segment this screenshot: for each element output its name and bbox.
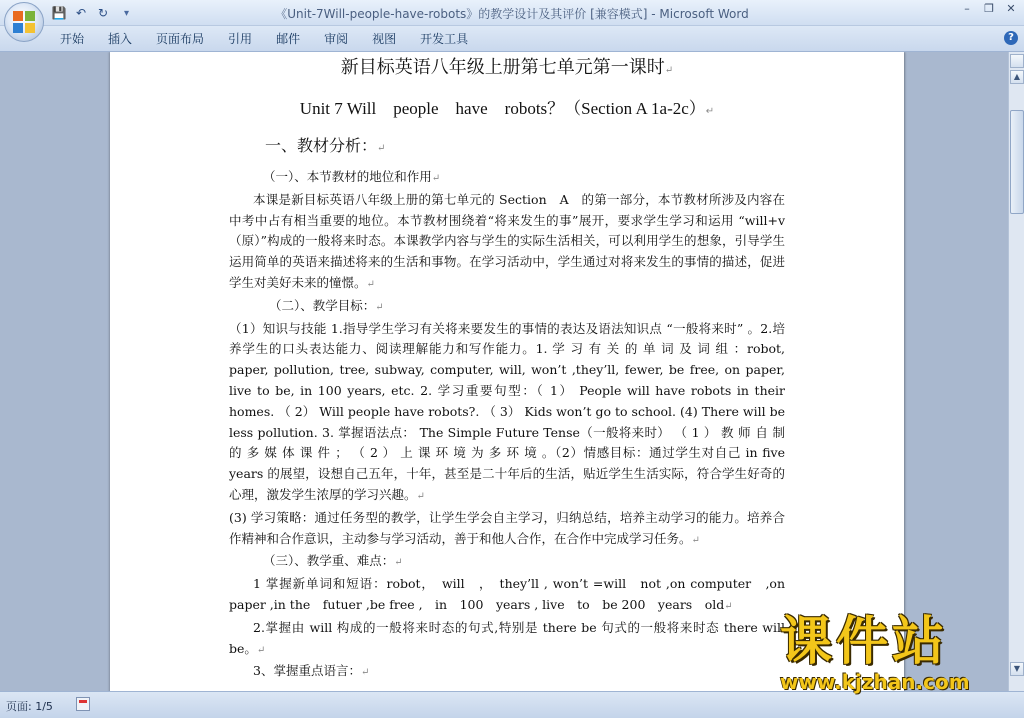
paragraph: 1 掌握新单词和短语：robot， will ， they’ll , won’t =will not ,on computer ,on paper ,in the futuer ,be free , in 100 years , live to be 200 years old↵ — [229, 576, 785, 612]
proofing-icon[interactable] — [76, 697, 90, 711]
paragraph: （1）知识与技能 1.指导学生学习有关将来要发生的事情的表达及语法知识点 “一般将来时” 。2.培养学生的口头表达能力、阅读理解能力和写作能力。1. 学 习 有 关 的 单 词 及 词 组 ：robot, paper, pollution, tree, subway, computer, will, won’t ,they’ll, fewer, be free, on paper, live to be, in 100 years, etc. 2. 学习重要句型：（ 1） People will have robots in their homes. （ 2） Will people have robots?. （ 3） Kids won’t go to school. (4) There will be less pollution. 3. 掌握语法点： The Simple Future Tense（一般将来时） （ 1 ） 教 师 自 制 的 多 媒 体 课 件 ； （ 2 ） 上 课 环 境 为 多 环 境 。（2）情感目标：通过学生对自己 in five years 的展望，设想自己五年，十年，甚至是二十年后的生活，贴近学生生活实际，符合学生好奇的心理，激发学生浓厚的学习兴趣。↵ — [229, 320, 785, 502]
paragraph: （一）、本节教材的地位和作用↵ — [263, 169, 441, 184]
help-icon[interactable]: ? — [1004, 31, 1018, 45]
tab-mailings[interactable]: 邮件 — [276, 32, 301, 46]
tab-review[interactable]: 审阅 — [324, 32, 349, 46]
office-button[interactable] — [4, 2, 44, 42]
watermark-text: 课件站 — [780, 612, 949, 672]
tab-developer[interactable]: 开发工具 — [420, 32, 469, 46]
customize-toolbar-icon[interactable]: ▾ — [124, 7, 130, 19]
redo-icon[interactable]: ↻ — [97, 6, 109, 20]
tab-references[interactable]: 引用 — [228, 32, 253, 46]
page-count[interactable]: 页面: 1/5 — [6, 700, 53, 713]
ribbon-tabs — [48, 31, 480, 47]
paragraph: 本课是新目标英语八年级上册的第七单元的 Section A 的第一部分，本节教材所涉及内容在中考中占有相当重要的地位。本节教材围绕着“将来发生的事”展开，要求学生学习和运用 “will+v（原）”构成的一般将来时态。本课教学内容与学生的实际生活相关，可以利用学生的想象，引导学生运用简单的英语来描述将来的生活和事物。在学习活动中，学生通过对将来发生的事情的描述，促进学生对美好未来的憧憬。↵ — [229, 191, 785, 290]
close-button[interactable]: ✕ — [1006, 2, 1016, 15]
tab-home[interactable]: 开始 — [60, 32, 85, 46]
save-icon[interactable]: 💾 — [51, 6, 67, 20]
tab-view[interactable]: 视图 — [372, 32, 397, 46]
tab-insert[interactable]: 插入 — [108, 32, 133, 46]
ruler-toggle-icon[interactable] — [1010, 54, 1024, 68]
vertical-scrollbar[interactable] — [1008, 52, 1024, 691]
tab-page-layout[interactable]: 页面布局 — [156, 32, 205, 46]
document-page[interactable] — [110, 52, 904, 691]
restore-button[interactable]: ❐ — [984, 2, 994, 15]
paragraph: (3) 学习策略：通过任务型的教学，让学生学会自主学习，归纳总结，培养主动学习的能力。培养合作精神和合作意识，主动参与学习活动，善于和他人合作，在合作中完成学习任务。↵ — [229, 509, 785, 546]
watermark-url: www.kjzhan.com — [780, 670, 970, 694]
paragraph: （二）、教学目标：↵ — [269, 297, 384, 313]
scroll-up-icon[interactable]: ▲ — [1010, 70, 1024, 84]
window-controls — [960, 2, 1018, 16]
ribbon — [0, 26, 1024, 52]
undo-icon[interactable]: ↶ — [75, 6, 87, 20]
paragraph: （三）、教学重、难点：↵ — [263, 553, 403, 569]
document-heading: 新目标英语八年级上册第七单元第一课时↵ — [340, 57, 674, 78]
status-bar — [0, 691, 1024, 718]
title-bar — [0, 0, 1024, 26]
paragraph: 3、掌握重点语言：↵ — [253, 663, 370, 679]
scroll-thumb[interactable] — [1010, 110, 1024, 214]
watermark-logo — [772, 614, 1002, 694]
minimize-button[interactable]: – — [964, 2, 970, 15]
paragraph: 2.掌握由 will 构成的一般将来时态的句式,特别是 there be 句式的一般将来时态 there will be。↵ — [229, 619, 785, 656]
office-logo-icon — [13, 11, 35, 33]
section-heading: 一、教材分析：↵ — [265, 136, 386, 155]
scroll-down-icon[interactable]: ▼ — [1010, 662, 1024, 676]
document-area — [0, 52, 1008, 691]
window-title: 《Unit-7Will-people-have-robots》的教学设计及其评价 [兼容模式] - Microsoft Word — [275, 7, 749, 21]
page-content — [229, 56, 785, 684]
unit-title: Unit 7 Will people have robots？（Section A 1a-2c）↵ — [299, 99, 715, 118]
